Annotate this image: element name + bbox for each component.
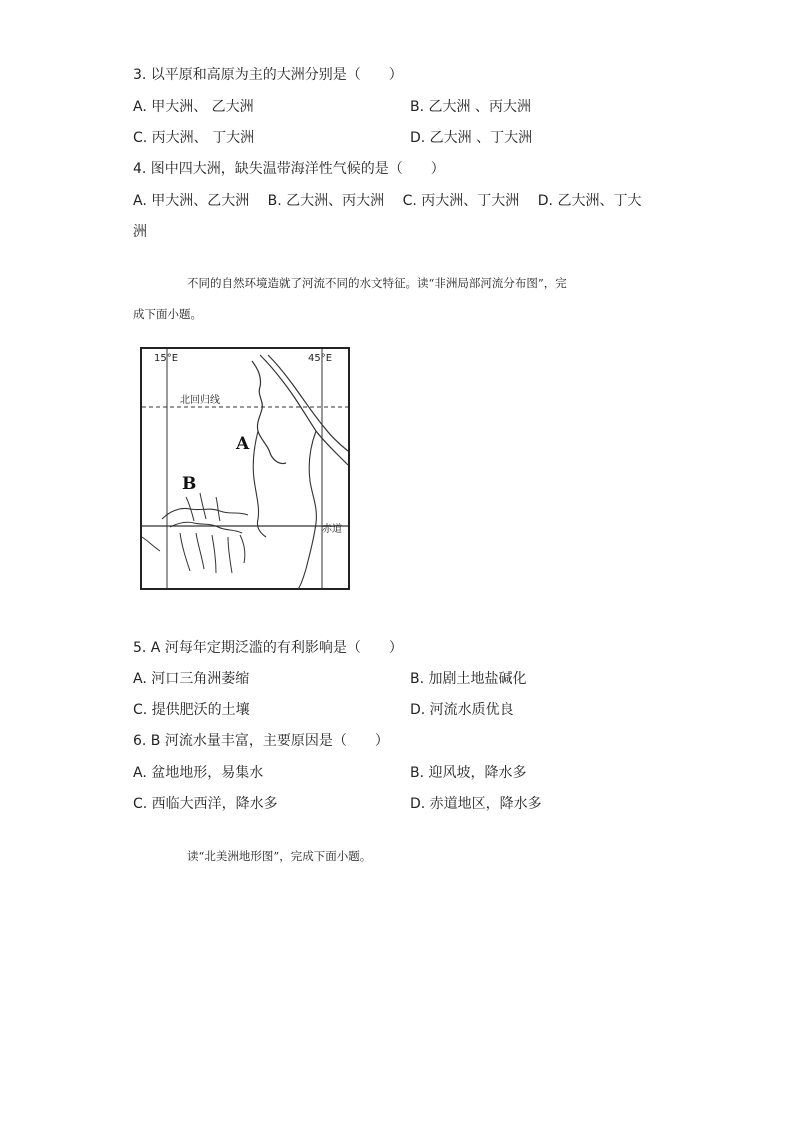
question-5-stem: 5. A 河每年定期泛滥的有利影响是（ ） [133,640,403,656]
question-3-stem: 3. 以平原和高原为主的大洲分别是（ ） [133,67,403,83]
africa-river-map [140,347,350,590]
question-5-option-d: D. 河流水质优良 [410,702,514,718]
question-3-option-d: D. 乙大洲 、丁大洲 [410,130,533,146]
intro-africa-line1: 不同的自然环境造就了河流不同的水文特征。读“非洲局部河流分布图”，完 [187,276,567,290]
question-5-option-c: C. 提供肥沃的土壤 [133,702,250,718]
label-tropic-of-cancer: 北回归线 [180,395,220,406]
label-15e: 15°E [154,353,179,364]
label-equator: 赤道 [322,524,342,535]
question-6-option-a: A. 盆地地形，易集水 [133,765,264,781]
question-3-option-a: A. 甲大洲、 乙大洲 [133,99,254,115]
intro-north-america: 读“北美洲地形图”，完成下面小题。 [187,849,372,863]
label-river-b: B [182,474,197,494]
question-3-option-b: B. 乙大洲 、丙大洲 [410,99,531,115]
question-6-option-b: B. 迎风坡，降水多 [410,765,527,781]
question-4-stem: 4. 图中四大洲，缺失温带海洋性气候的是（ ） [133,161,445,177]
label-river-a: A [236,434,250,454]
question-4-options-wrap: 洲 [133,224,147,240]
question-6-option-d: D. 赤道地区，降水多 [410,796,542,812]
label-45e: 45°E [308,353,333,364]
question-5-option-a: A. 河口三角洲萎缩 [133,671,250,687]
question-5-option-b: B. 加剧土地盐碱化 [410,671,527,687]
question-4-options: A. 甲大洲、乙大洲 B. 乙大洲、丙大洲 C. 丙大洲、丁大洲 D. 乙大洲、丁大 [133,193,642,209]
question-6-stem: 6. B 河流水量丰富，主要原因是（ ） [133,733,389,749]
question-6-option-c: C. 西临大西洋，降水多 [133,796,278,812]
question-3-option-c: C. 丙大洲、 丁大洲 [133,130,255,146]
intro-africa-line2: 成下面小题。 [133,307,202,321]
